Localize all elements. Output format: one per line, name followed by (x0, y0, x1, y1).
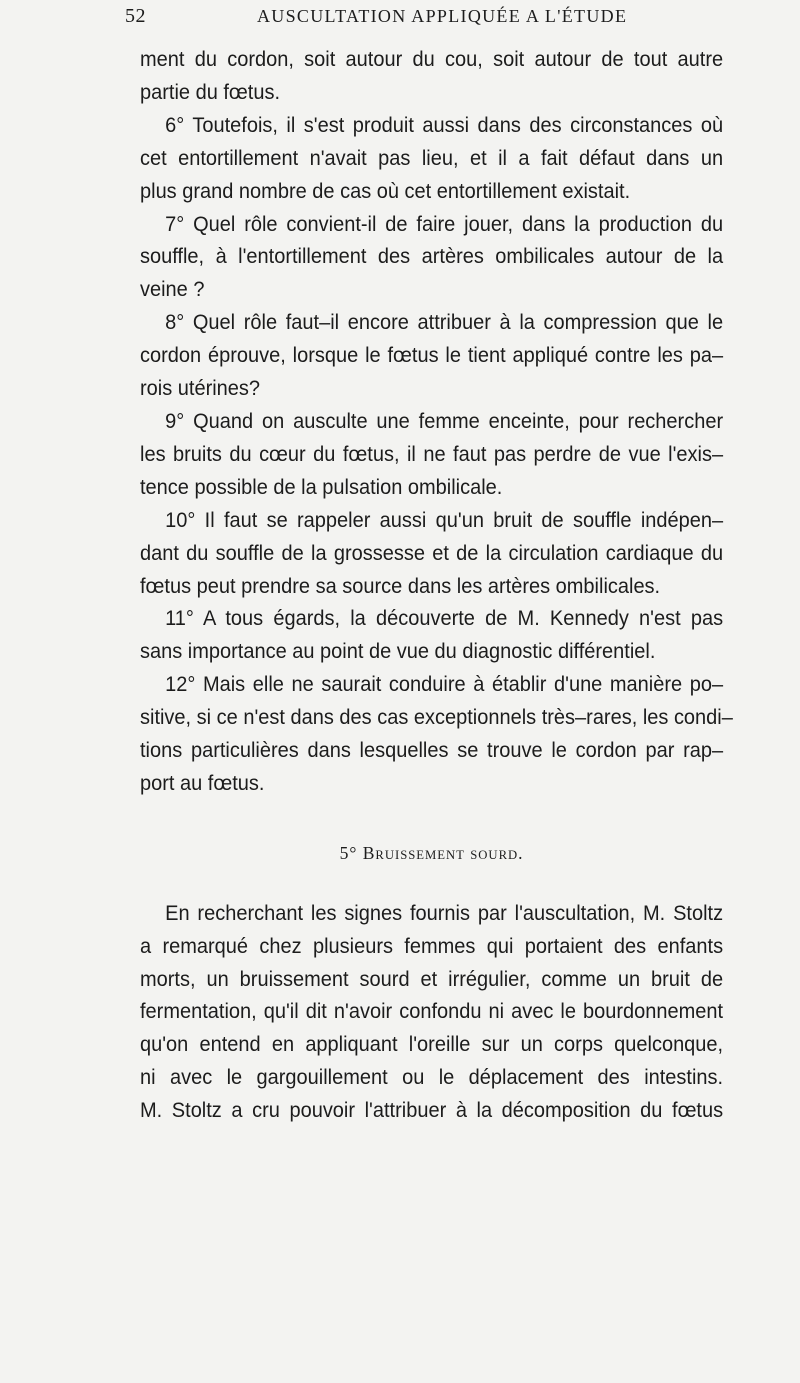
section-number: 5° (339, 842, 358, 863)
text-line: 12° Mais elle ne saurait conduire à établir d'une manière po– (165, 672, 724, 697)
text-line: port au fœtus. (140, 770, 265, 795)
text-line: M. Stoltz a cru pouvoir l'attribuer à la décomposition du fœtus (140, 1098, 724, 1123)
text-line: souffle, à l'entortillement des artères ombilicales autour de la (140, 244, 724, 269)
paragraph-bruissement (140, 897, 723, 1127)
page-number: 52 (125, 5, 146, 27)
text-line: 9° Quand on ausculte une femme enceinte, pour rechercher (165, 408, 724, 433)
text-line: tions particulières dans lesquelles se trouve le cordon par rap– (140, 738, 724, 763)
body-text (140, 43, 733, 1127)
text-line: 6° Toutefois, il s'est produit aussi dans des circonstances où (165, 112, 724, 137)
text-line: plus grand nombre de cas où cet entortillement existait. (140, 178, 631, 203)
text-line: veine ? (140, 277, 205, 302)
text-line: sitive, si ce n'est dans des cas exceptionnels très–rares, les condi– (140, 705, 733, 730)
paragraph-item-9 (140, 405, 723, 504)
text-line: 8° Quel rôle faut–il encore attribuer à la compression que le (165, 310, 724, 335)
text-line: cet entortillement n'avait pas lieu, et il a fait défaut dans un (140, 145, 724, 170)
section-heading (125, 837, 737, 870)
paragraph-item-11 (140, 602, 723, 668)
text-line: a remarqué chez plusieurs femmes qui portaient des enfants (140, 933, 724, 958)
text-line: En recherchant les signes fournis par l'auscultation, M. Stoltz (165, 900, 724, 925)
text-line: cordon éprouve, lorsque le fœtus le tient appliqué contre les pa– (140, 343, 724, 368)
running-title: AUSCULTATION APPLIQUÉE A L'ÉTUDE (257, 6, 628, 26)
paragraph-item-10 (140, 504, 723, 603)
text-line: partie du fœtus. (140, 79, 281, 104)
paragraph-item-12 (140, 668, 733, 800)
text-line: fœtus peut prendre sa source dans les artères ombilicales. (140, 573, 661, 598)
text-line: 11° A tous égards, la découverte de M. Kennedy n'est pas (165, 606, 724, 631)
text-line: rois utérines? (140, 376, 261, 401)
text-line: tence possible de la pulsation ombilicale. (140, 474, 503, 499)
text-line: ni avec le gargouillement ou le déplacement des intestins. (140, 1065, 724, 1090)
text-line: 10° Il faut se rappeler aussi qu'un bruit de souffle indépen– (165, 507, 724, 532)
text-line: les bruits du cœur du fœtus, il ne faut pas perdre de vue l'exis– (140, 441, 724, 466)
paragraph-item-7 (140, 208, 723, 307)
text-line: fermentation, qu'il dit n'avoir confondu ni avec le bourdonnement (140, 999, 724, 1024)
section-title: Bruissement sourd. (362, 842, 524, 863)
text-line: dant du souffle de la grossesse et de la circulation cardiaque du (140, 540, 724, 565)
text-line: morts, un bruissement sourd et irrégulier, comme un bruit de (140, 966, 724, 991)
paragraph-continuation (140, 43, 723, 109)
running-head (125, 5, 725, 29)
text-line: qu'on entend en appliquant l'oreille sur un corps quelconque, (140, 1032, 724, 1057)
paragraph-item-6 (140, 109, 723, 208)
text-line: 7° Quel rôle convient-il de faire jouer, dans la production du (165, 211, 724, 236)
paragraph-item-8 (140, 306, 723, 405)
text-line: sans importance au point de vue du diagnostic différentiel. (140, 639, 656, 664)
text-line: ment du cordon, soit autour du cou, soit autour de tout autre (140, 47, 724, 71)
